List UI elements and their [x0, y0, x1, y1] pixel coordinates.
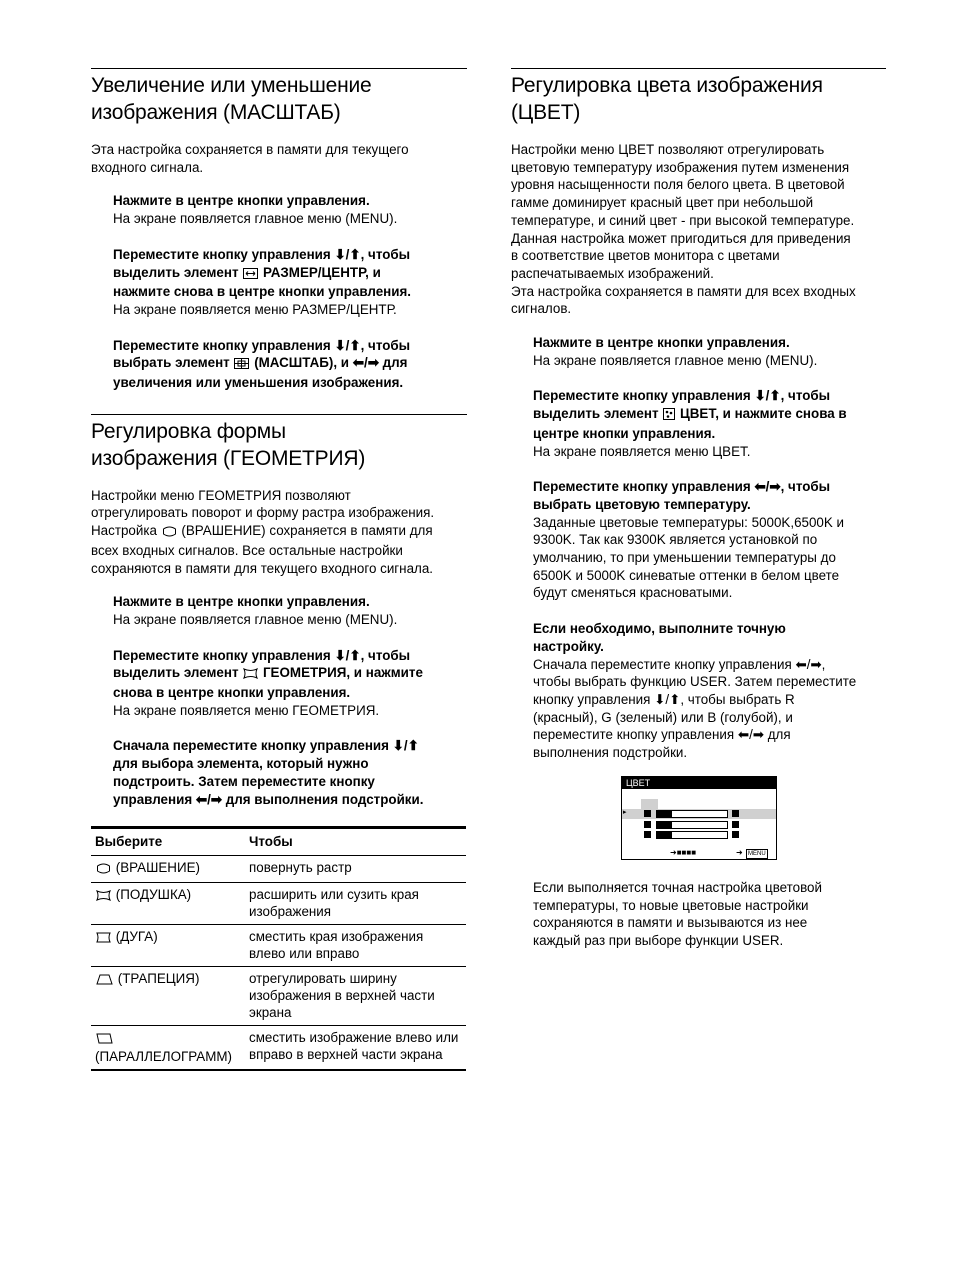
section-rule — [511, 68, 886, 69]
left-right-arrow-icon: ⬅/➡ — [737, 727, 765, 743]
color-intro: Настройки меню ЦВЕТ позволяют отрегулировать цветовую температуру изображения путем изменения уровня насыщенности поля белого цвета. В цветовой гамме доминирует красный цвет при небольшой температуре, и синий цвет - при высокой температуре. Данная настройка может пригодиться для приведения в соответствие цветов монитора с цветами распечатываемых изображений. Эта настройка сохраняется в памяти для всех входных сигналов. — [511, 142, 856, 317]
table-row: (ВРАШЕНИЕ) повернуть растр — [91, 856, 466, 883]
column-header-purpose: Чтобы — [245, 828, 466, 856]
color-menu-screen — [621, 776, 777, 860]
geometry-step-2: Переместите кнопку управления ⬇/⬆, чтобы выделить элемент ГЕОМЕТРИЯ, и нажмите снова в центре кнопки управления. На экране появляется меню ГЕОМЕТРИЯ. — [113, 647, 423, 718]
color-step-2: Переместите кнопку управления ⬇/⬆, чтобы выделить элемент ЦВЕТ, и нажмите снова в центре кнопки управления. На экране появляется меню ЦВЕТ. — [533, 388, 847, 459]
down-up-arrow-icon: ⬇/⬆ — [334, 647, 361, 663]
table-row: (ДУГА) сместить края изображения влево или вправо — [91, 925, 466, 967]
left-column — [91, 68, 467, 1071]
osd-title: ЦВЕТ — [626, 778, 651, 788]
pin-balance-icon — [96, 930, 111, 947]
right-column — [511, 68, 886, 949]
table-row: (ПОДУШКА) расширить или сузить края изображения — [91, 883, 466, 925]
section-rule — [91, 414, 467, 415]
zoom-icon — [234, 356, 249, 374]
table-header-row — [91, 828, 466, 856]
scale-step-3: Переместите кнопку управления ⬇/⬆, чтобы выбрать элемент (МАСШТАБ), и ⬅/➡ для увеличения или уменьшения изображения. — [113, 337, 411, 391]
left-right-arrow-icon: ⬅/➡ — [352, 355, 379, 371]
table-row: (ТРАПЕЦИЯ) отрегулировать ширину изображения в верхней части экрана — [91, 967, 466, 1026]
title-line: Увеличение или уменьшение — [91, 74, 372, 97]
rotation-icon — [162, 524, 177, 542]
slider-track — [656, 821, 728, 829]
slider-fill — [657, 822, 672, 828]
section-title-color: Регулировка цвета изображения (ЦВЕТ) — [511, 74, 823, 124]
pincushion-icon — [96, 888, 111, 905]
color-outro: Если выполняется точная настройка цветовой температуры, то новые цветовые настройки сохраняются в памяти и вызываются из нее каждый раз при выборе функции USER. — [533, 880, 822, 949]
left-right-arrow-icon: ⬅/➡ — [754, 479, 781, 495]
parallelogram-icon — [96, 1031, 113, 1048]
section-rule — [91, 68, 467, 69]
scale-step-1: Нажмите в центре кнопки управления. На экране появляется главное меню (MENU). — [113, 193, 398, 227]
trapezoid-icon — [96, 972, 113, 989]
plus-icon — [732, 821, 739, 828]
section-title-geometry: Регулировка формы изображения (ГЕОМЕТРИЯ) — [91, 419, 366, 470]
column-header-select: Выберите — [91, 828, 245, 856]
slider-track — [656, 810, 728, 818]
plus-icon — [732, 810, 739, 817]
table-row: (ПАРАЛЛЕЛОГРАММ) сместить изображение влево или вправо в верхней части экрана — [91, 1026, 466, 1071]
color-step-3: Переместите кнопку управления ⬅/➡, чтобы выбрать цветовую температуру. Заданные цветовые температуры: 5000K,6500K и 9300K. Так как 9300K является установкой по умолчанию, то при уменьшении температуры до 6500K и 5000K синеватые оттенки в белом цвете будут сменяться красноватыми. — [533, 479, 844, 601]
osd-selection-column — [641, 799, 658, 809]
scale-step-2: Переместите кнопку управления ⬇/⬆, чтобы выделить элемент РАЗМЕР/ЦЕНТР, и нажмите снова в центре кнопки управления. На экране появляется меню РАЗМЕР/ЦЕНТР. — [113, 246, 412, 317]
osd-exit-arrow-icon: ➜ — [736, 848, 743, 857]
rotation-icon — [96, 861, 111, 878]
color-icon — [663, 407, 675, 425]
down-up-arrow-icon: ⬇/⬆ — [334, 337, 361, 353]
section-title-scale — [91, 72, 467, 126]
slider-track — [656, 831, 728, 839]
osd-back-icon: ➜■■■■ — [670, 848, 697, 857]
geometry-intro: Настройки меню ГЕОМЕТРИЯ позволяют отрегулировать поворот и форму растра изображения. Настройка (ВРАШЕНИЕ) сохраняется в памяти для всех входных сигналов. Все остальные настройки сохраняются в памяти для текущего входного сигнала. — [91, 487, 435, 576]
osd-pointer-icon: ▸ — [623, 809, 627, 816]
osd-title-bar — [622, 777, 776, 789]
down-up-arrow-icon: ⬇/⬆ — [334, 246, 361, 262]
left-right-arrow-icon: ⬅/➡ — [795, 656, 822, 672]
osd-menu-label: MENU — [748, 851, 766, 857]
slider-fill — [657, 811, 672, 817]
minus-icon — [644, 831, 651, 838]
plus-icon — [732, 831, 739, 838]
title-line: изображения (МАСШТАБ) — [91, 101, 341, 124]
minus-icon — [644, 810, 651, 817]
size-center-icon — [243, 266, 258, 284]
minus-icon — [644, 821, 651, 828]
slider-fill — [657, 832, 672, 838]
down-up-arrow-icon: ⬇/⬆ — [754, 388, 781, 404]
scale-intro: Эта настройка сохраняется в памяти для текущего входного сигнала. — [91, 142, 409, 175]
down-up-arrow-icon: ⬇/⬆ — [654, 691, 681, 707]
color-step-4: Если необходимо, выполните точную настройку. Сначала переместите кнопку управления ⬅/➡, чтобы выбрать функцию USER. Затем переместите кнопку управления ⬇/⬆, чтобы выбрать R (красный), G (зеленый) или B (голубой), и переместите кнопку управления ⬅/➡ для выполнения подстройки. — [533, 621, 857, 761]
geometry-icon — [243, 666, 258, 684]
geometry-options-table — [91, 826, 466, 1071]
color-step-1: Нажмите в центре кнопки управления. На экране появляется главное меню (MENU). — [533, 335, 818, 368]
geometry-step-3: Сначала переместите кнопку управления ⬇/⬆ для выбора элемента, который нужно подстроить. Затем переместите кнопку управления ⬅/➡ для выполнения подстройки. — [113, 738, 424, 807]
down-up-arrow-icon: ⬇/⬆ — [392, 738, 419, 754]
left-right-arrow-icon: ⬅/➡ — [195, 791, 223, 807]
geometry-step-1: Нажмите в центре кнопки управления. На экране появляется главное меню (MENU). — [113, 594, 398, 627]
